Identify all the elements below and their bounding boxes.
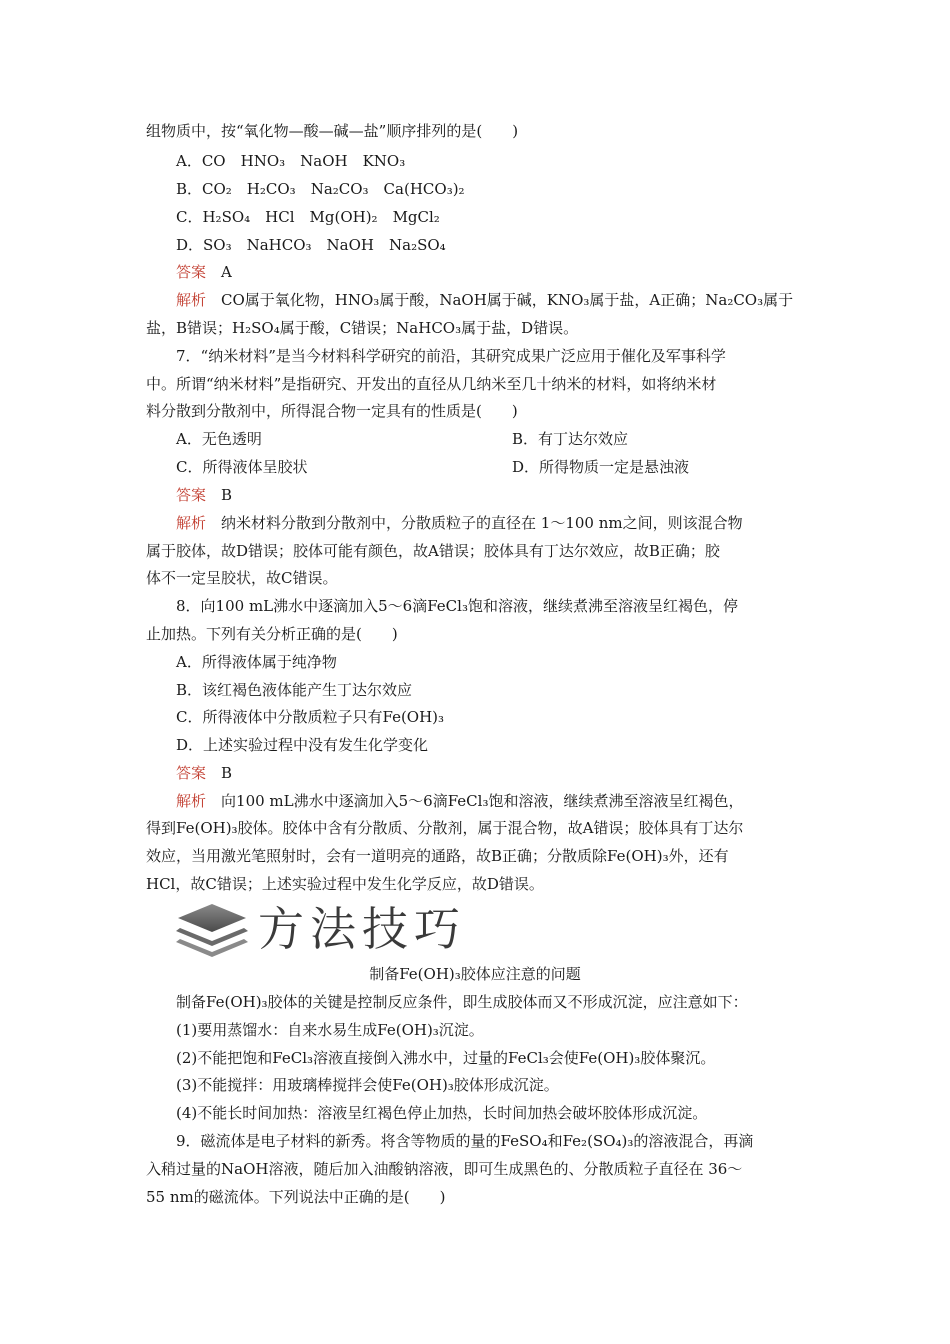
q9-stem-line-2: 入稍过量的NaOH溶液，随后加入油酸钠溶液，即可生成黑色的、分散质粒子直径在 36～ — [146, 1160, 743, 1178]
method-point-3: (3)不能搅拌：用玻璃棒搅拌会使Fe(OH)₃胶体形成沉淀。 — [176, 1076, 559, 1094]
q7-analysis-line-1 — [176, 512, 743, 534]
stacked-layers-icon — [172, 898, 252, 960]
q7-option-c: C．所得液体呈胶状 — [176, 458, 308, 476]
q6-stem: 组物质中，按“氧化物—酸—碱—盐”顺序排列的是( ) — [146, 122, 519, 140]
q8-analysis-line-4: HCl，故C错误；上述实验过程中发生化学反应，故D错误。 — [146, 875, 544, 893]
method-point-4: (4)不能长时间加热：溶液呈红褐色停止加热，长时间加热会破坏胶体形成沉淀。 — [176, 1104, 708, 1122]
answer-label: 答案 — [176, 764, 207, 782]
q7-answer — [176, 484, 232, 506]
q7-option-a: A．无色透明 — [176, 430, 262, 448]
q6-analysis-line-1 — [176, 289, 793, 311]
answer-value: A — [221, 263, 232, 281]
answer-value: B — [221, 764, 233, 782]
q6-answer — [176, 261, 232, 283]
q6-analysis-line-2: 盐，B错误；H₂SO₄属于酸，C错误；NaHCO₃属于盐，D错误。 — [146, 319, 579, 337]
q6-option-b: B．CO₂ H₂CO₃ Na₂CO₃ Ca(HCO₃)₂ — [176, 180, 465, 198]
answer-label: 答案 — [176, 263, 207, 281]
q8-analysis-line-3: 效应，当用激光笔照射时，会有一道明亮的通路，故B正确；分散质除Fe(OH)₃外，还有 — [146, 847, 729, 865]
q8-analysis-line-1 — [176, 790, 743, 812]
answer-value: B — [221, 486, 233, 504]
q8-option-c: C．所得液体中分散质粒子只有Fe(OH)₃ — [176, 708, 445, 726]
q7-option-b: B．有丁达尔效应 — [512, 430, 629, 448]
q7-analysis-line-2: 属于胶体，故D错误；胶体可能有颜色，故A错误；胶体具有丁达尔效应，故B正确；胶 — [146, 542, 720, 560]
analysis-label: 解析 — [176, 291, 207, 309]
answer-label: 答案 — [176, 486, 207, 504]
q7-stem-line-3: 料分散到分散剂中，所得混合物一定具有的性质是( ) — [146, 402, 518, 420]
q7-stem-line-1: 7．“纳米材料”是当今材料科学研究的前沿，其研究成果广泛应用于催化及军事科学 — [176, 347, 726, 365]
q8-analysis-line-2: 得到Fe(OH)₃胶体。胶体中含有分散质、分散剂，属于混合物，故A错误；胶体具有丁达尔 — [146, 819, 744, 837]
analysis-text: 纳米材料分散到分散剂中，分散质粒子的直径在 1～100 nm之间，则该混合物 — [221, 514, 743, 532]
q6-option-a: A．CO HNO₃ NaOH KNO₃ — [176, 152, 406, 170]
analysis-text: 向100 mL沸水中逐滴加入5～6滴FeCl₃饱和溶液，继续煮沸至溶液呈红褐色， — [221, 792, 744, 810]
q8-answer — [176, 762, 232, 784]
q9-stem-line-1: 9．磁流体是电子材料的新秀。将含等物质的量的FeSO₄和Fe₂(SO₄)₃的溶液混合，再滴 — [176, 1132, 754, 1150]
q7-analysis-line-3: 体不一定呈胶状，故C错误。 — [146, 569, 338, 587]
method-subtitle: 制备Fe(OH)₃胶体应注意的问题 — [369, 965, 581, 983]
method-tips-title: 方法技巧 — [258, 902, 466, 956]
q8-option-a: A．所得液体属于纯净物 — [176, 653, 337, 671]
q9-stem-line-3: 55 nm的磁流体。下列说法中正确的是( ) — [146, 1188, 446, 1206]
q7-option-d: D．所得物质一定是悬浊液 — [512, 458, 690, 476]
q8-stem-line-1: 8．向100 mL沸水中逐滴加入5～6滴FeCl₃饱和溶液，继续煮沸至溶液呈红褐色，停 — [176, 597, 738, 615]
method-intro: 制备Fe(OH)₃胶体的关键是控制反应条件，即生成胶体而又不形成沉淀，应注意如下： — [176, 993, 748, 1011]
q6-option-c: C．H₂SO₄ HCl Mg(OH)₂ MgCl₂ — [176, 208, 440, 226]
method-tips-banner — [172, 898, 472, 960]
q7-stem-line-2: 中。所谓“纳米材料”是指研究、开发出的直径从几纳米至几十纳米的材料，如将纳米材 — [146, 375, 717, 393]
analysis-label: 解析 — [176, 792, 207, 810]
analysis-text: CO属于氧化物，HNO₃属于酸，NaOH属于碱，KNO₃属于盐，A正确；Na₂CO₃属于 — [221, 291, 794, 309]
analysis-label: 解析 — [176, 514, 207, 532]
q8-option-b: B．该红褐色液体能产生丁达尔效应 — [176, 681, 413, 699]
q8-stem-line-2: 止加热。下列有关分析正确的是( ) — [146, 625, 398, 643]
method-point-2: (2)不能把饱和FeCl₃溶液直接倒入沸水中，过量的FeCl₃会使Fe(OH)₃胶体聚沉。 — [176, 1049, 716, 1067]
q8-option-d: D．上述实验过程中没有发生化学变化 — [176, 736, 429, 754]
method-point-1: (1)要用蒸馏水：自来水易生成Fe(OH)₃沉淀。 — [176, 1021, 484, 1039]
q6-option-d: D．SO₃ NaHCO₃ NaOH Na₂SO₄ — [176, 236, 446, 254]
